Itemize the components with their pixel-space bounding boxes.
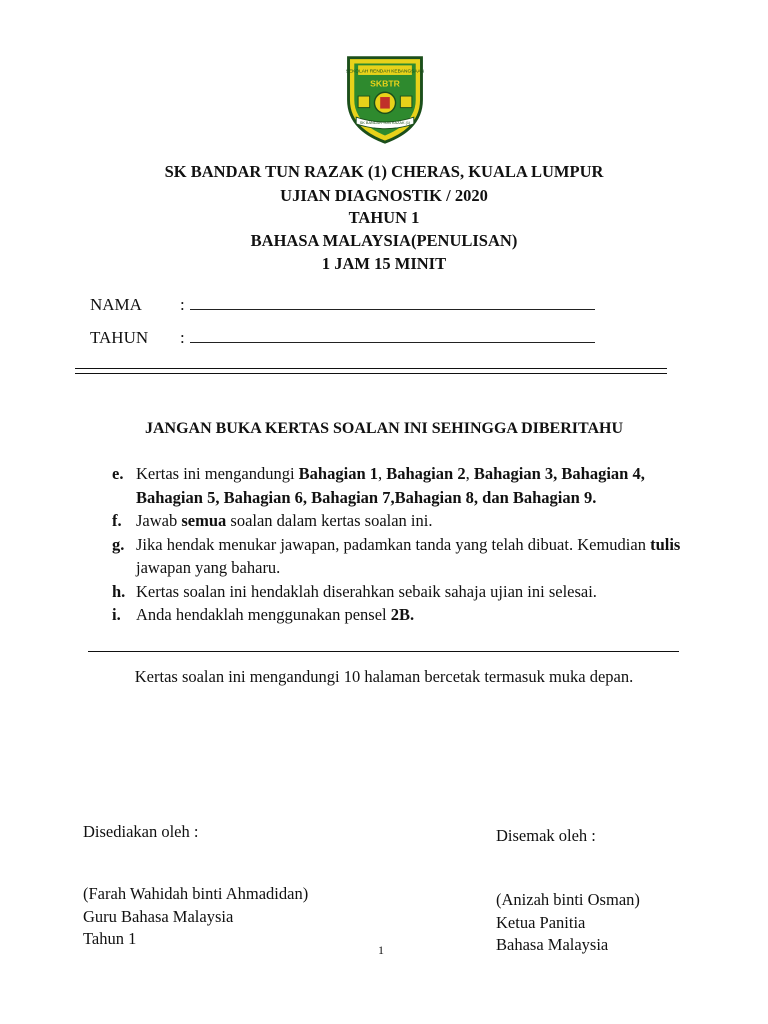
school-crest-logo (336, 50, 434, 146)
instruction-item (112, 462, 712, 509)
prepared-by-label: Disediakan oleh : (83, 822, 199, 841)
warning-heading: JANGAN BUKA KERTAS SOALAN INI SEHINGGA DIBERITAHU (144, 420, 624, 437)
tahun-blank-line[interactable] (190, 328, 595, 343)
item-text: Anda hendaklah menggunakan pensel (136, 605, 391, 624)
item-marker: e. (112, 464, 124, 483)
item-marker: h. (112, 581, 126, 601)
pages-note: Kertas soalan ini mengandungi 10 halaman bercetak termasuk muka depan. (134, 667, 634, 686)
item-text: , (465, 464, 474, 483)
prepared-class: Tahun 1 (83, 929, 137, 948)
nama-field (90, 295, 595, 315)
exam-title: UJIAN DIAGNOSTIK / 2020 (280, 186, 488, 205)
instruction-item (112, 603, 712, 627)
item-bold: Bahagian 1 (298, 464, 378, 483)
item-marker: f. (112, 511, 122, 530)
item-bold: tulis (650, 534, 681, 554)
school-name: SK BANDAR TUN RAZAK (1) CHERAS, KUALA LUMPUR (164, 162, 604, 181)
item-marker: i. (112, 605, 121, 624)
prepared-signature-block (83, 883, 308, 951)
instruction-list (112, 462, 712, 627)
item-bold: semua (181, 511, 227, 530)
item-text: jawapan yang baharu. (136, 558, 281, 577)
instruction-item (112, 580, 712, 604)
checked-role: Ketua Panitia (496, 912, 586, 932)
logo-top-text: SEKOLAH RENDAH KEBANGSAAN (345, 69, 425, 75)
nama-colon: : (180, 295, 185, 314)
page-number: 1 (378, 943, 384, 957)
item-text: soalan dalam kertas soalan ini. (226, 511, 433, 530)
item-bold: 2B. (390, 605, 415, 624)
checked-by-label: Disemak oleh : (496, 826, 596, 845)
item-text: Kertas soalan ini hendaklah diserahkan sebaik sahaja ujian ini selesai. (136, 581, 597, 601)
instruction-item (112, 509, 712, 533)
checked-name: (Anizah binti Osman) (496, 890, 640, 909)
year-title: TAHUN 1 (348, 208, 420, 227)
item-text: Jawab (136, 511, 182, 530)
subject-title: BAHASA MALAYSIA(PENULISAN) (250, 231, 518, 250)
nama-label: NAMA (90, 295, 142, 314)
nama-blank-line[interactable] (190, 295, 595, 310)
item-text: Kertas ini mengandungi (136, 464, 299, 483)
instruction-item (112, 533, 712, 580)
tahun-label: TAHUN (90, 328, 149, 347)
tahun-colon: : (180, 328, 185, 347)
checked-signature-block (496, 889, 640, 957)
logo-abbr: SKBTR (370, 78, 400, 89)
checked-subject: Bahasa Malaysia (496, 935, 609, 954)
single-divider (88, 651, 679, 652)
item-text: , (378, 464, 387, 483)
prepared-role: Guru Bahasa Malaysia (83, 906, 234, 926)
item-bold: Bahagian 2 (386, 464, 466, 483)
item-marker: g. (112, 534, 125, 554)
item-text: Jika hendak menukar jawapan, padamkan tanda yang telah dibuat. Kemudian (136, 534, 651, 554)
logo-bottom-text: SK BANDAR TUN RAZAK (1) (359, 120, 411, 125)
duration-title: 1 JAM 15 MINIT (321, 254, 447, 273)
tahun-field (90, 328, 595, 348)
item-bold: Bahagian 3, Bahagian 4, Bahagian 5, Bahagian 6, Bahagian 7,Bahagian 8, dan Bahagian 9. (136, 464, 645, 507)
prepared-name: (Farah Wahidah binti Ahmadidan) (83, 884, 309, 903)
double-divider (75, 368, 667, 374)
